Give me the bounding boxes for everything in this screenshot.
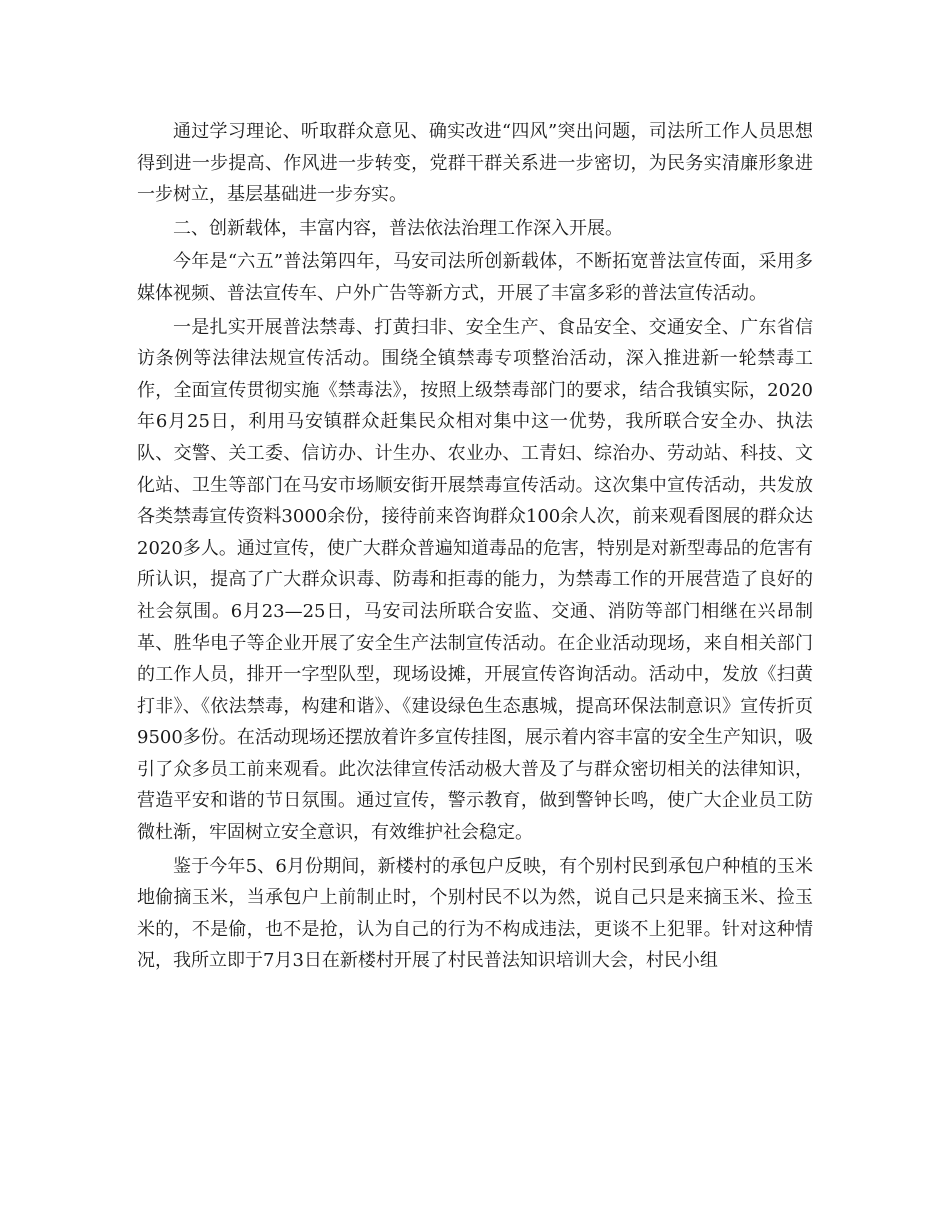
paragraph-six-five-publicity: 今年是“六五”普法第四年，马安司法所创新载体，不断拓宽普法宣传面，采用多媒体视频、普法宣传车、户外广告等新方式，开展了丰富多彩的普法宣传活动。	[137, 251, 813, 304]
section-heading-legal-education: 二、创新载体，丰富内容，普法依法治理工作深入开展。	[173, 217, 623, 239]
document-body	[137, 116, 813, 977]
paragraph-xinlou-village: 鉴于今年5、6月份期间，新楼村的承包户反映，有个别村民到承包户种植的玉米地偷摘玉米，当承包户上前制止时，个别村民不以为然，说自己只是来摘玉米、捡玉米的，不是偷，也不是抢，认为自己的行为不构成违法，更谈不上犯罪。针对这种情况，我所立即于7月3日在新楼村开展了村民普法知识培训大会，村民小组	[137, 855, 813, 972]
paragraph-anti-drug-campaign: 一是扎实开展普法禁毒、打黄扫非、安全生产、食品安全、交通安全、广东省信访条例等法律法规宣传活动。围绕全镇禁毒专项整治活动，深入推进新一轮禁毒工作，全面宣传贯彻实施《禁毒法》，按照上级禁毒部门的要求，结合我镇实际，2020年6月25日，利用马安镇群众赶集民众相对集中这一优势，我所联合安全办、执法队、交警、关工委、信访办、计生办、农业办、工青妇、综治办、劳动站、科技、文化站、卫生等部门在马安市场顺安街开展禁毒宣传活动。这次集中宣传活动，共发放各类禁毒宣传资料3000余份，接待前来咨询群众100余人次，前来观看图展的群众达2020多人。通过宣传，使广大群众普遍知道毒品的危害，特别是对新型毒品的危害有所认识，提高了广大群众识毒、防毒和拒毒的能力，为禁毒工作的开展营造了良好的社会氛围。6月23—25日，马安司法所联合安监、交通、消防等部门相继在兴昂制革、胜华电子等企业开展了安全生产法制宣传活动。在企业活动现场，来自相关部门的工作人员，排开一字型队型，现场设摊，开展宣传咨询活动。活动中，发放《扫黄打非》、《依法禁毒，构建和谐》、《建设绿色生态惠城，提高环保法制意识》宣传折页9500多份。在活动现场还摆放着许多宣传挂图，展示着内容丰富的安全生产知识，吸引了众多员工前来观看。此次法律宣传活动极大普及了与群众密切相关的法律知识，营造平安和谐的节日氛围。通过宣传，警示教育，做到警钟长鸣，使广大企业员工防微杜渐，牢固树立安全意识，有效维护社会稳定。	[137, 316, 813, 844]
paragraph-rectification-summary: 通过学习理论、听取群众意见、确实改进“四风”突出问题，司法所工作人员思想得到进一步提高、作风进一步转变，党群干群关系进一步密切，为民务实清廉形象进一步树立，基层基础进一步夯实。	[137, 121, 813, 206]
